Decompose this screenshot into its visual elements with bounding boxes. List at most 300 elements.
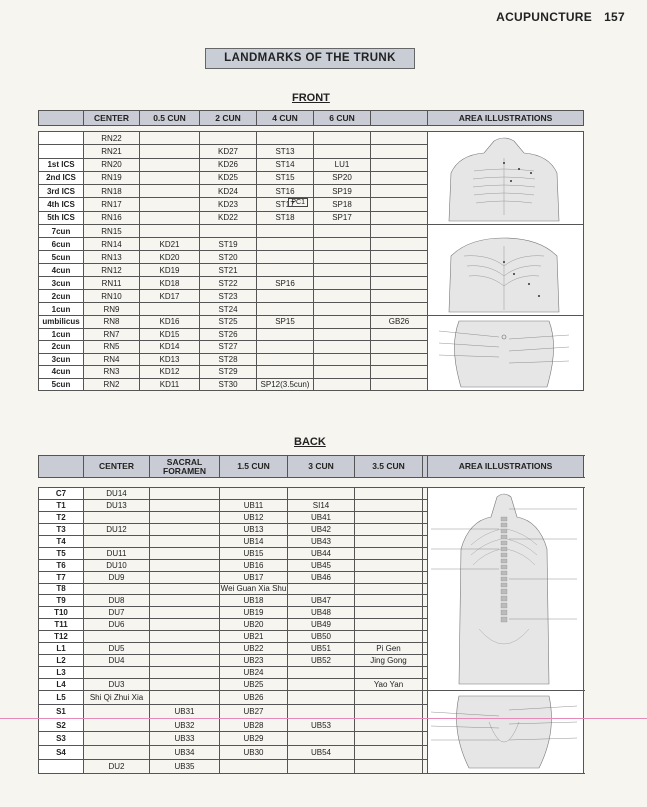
back-cell: UB54 xyxy=(288,746,355,760)
front-cell: RN15 xyxy=(84,225,140,238)
front-cell: KD17 xyxy=(140,290,200,303)
back-cell xyxy=(423,655,428,667)
back-cell xyxy=(355,511,423,523)
back-cell: Pi Gen xyxy=(355,643,423,655)
running-head-section: ACUPUNCTURE xyxy=(496,10,593,24)
back-cell xyxy=(150,667,220,679)
back-cell xyxy=(150,559,220,571)
front-cell: KD11 xyxy=(140,378,200,391)
front-cell: KD23 xyxy=(200,198,257,211)
back-cell xyxy=(423,607,428,619)
back-cell xyxy=(84,718,150,732)
front-cell xyxy=(371,145,428,158)
back-cell xyxy=(423,718,428,732)
back-cell: UB51 xyxy=(288,643,355,655)
front-cell: 1cun xyxy=(39,303,84,316)
back-cell: UB25 xyxy=(220,679,288,691)
front-cell xyxy=(371,251,428,264)
front-cell: KD14 xyxy=(140,341,200,354)
front-cell xyxy=(39,132,84,145)
front-cell xyxy=(371,132,428,145)
front-cell: RN17 xyxy=(84,198,140,211)
front-cell: SP15 xyxy=(257,316,314,329)
back-cell xyxy=(355,607,423,619)
front-cell xyxy=(257,198,314,211)
back-cell: DU11 xyxy=(84,547,150,559)
back-cell: T12 xyxy=(39,631,84,643)
front-cell xyxy=(314,303,371,316)
back-cell xyxy=(150,691,220,705)
back-cell: Yao Yan xyxy=(355,679,423,691)
back-cell xyxy=(355,718,423,732)
front-cell: ST27 xyxy=(200,341,257,354)
back-cell xyxy=(150,619,220,631)
front-cell xyxy=(140,225,200,238)
front-cell: RN4 xyxy=(84,353,140,366)
front-cell: RN22 xyxy=(84,132,140,145)
front-cell: 3cun xyxy=(39,353,84,366)
back-cell: UB12 xyxy=(220,511,288,523)
front-cell xyxy=(140,171,200,184)
back-cell: DU9 xyxy=(84,571,150,583)
front-cell: 3rd ICS xyxy=(39,185,84,198)
back-cell xyxy=(355,523,423,535)
back-cell xyxy=(423,559,428,571)
back-cell xyxy=(423,511,428,523)
back-cell xyxy=(355,559,423,571)
back-cell xyxy=(355,631,423,643)
front-cell xyxy=(371,198,428,211)
back-cell xyxy=(288,704,355,718)
back-cell: DU5 xyxy=(84,643,150,655)
front-cell: umbilicus xyxy=(39,316,84,329)
front-cell: ST24 xyxy=(200,303,257,316)
back-table-row xyxy=(39,691,584,705)
front-cell: ST13 xyxy=(257,145,314,158)
front-cell: 2cun xyxy=(39,290,84,303)
sacrum-illustration xyxy=(429,692,579,772)
front-cell: 6cun xyxy=(39,238,84,251)
front-cell: SP16 xyxy=(257,277,314,290)
front-cell xyxy=(257,132,314,145)
front-cell: ST18 xyxy=(257,211,314,224)
front-column-header: 4 CUN xyxy=(257,111,314,126)
front-cell: ST26 xyxy=(200,328,257,341)
back-cell: S3 xyxy=(39,732,84,746)
front-cell xyxy=(371,277,428,290)
front-cell: RN5 xyxy=(84,341,140,354)
back-cell xyxy=(423,760,428,774)
back-cell: UB42 xyxy=(288,523,355,535)
front-header-row xyxy=(39,111,584,126)
back-cell: T8 xyxy=(39,583,84,595)
front-cell: RN9 xyxy=(84,303,140,316)
back-column-header: 1.5 CUN xyxy=(220,456,288,478)
front-cell xyxy=(140,211,200,224)
chest-illustration xyxy=(429,133,579,223)
front-cell xyxy=(371,353,428,366)
back-cell: UB33 xyxy=(150,732,220,746)
back-cell xyxy=(423,643,428,655)
front-cell xyxy=(314,145,371,158)
back-cell xyxy=(423,679,428,691)
front-cell: RN13 xyxy=(84,251,140,264)
back-cell: Wei Guan Xia Shu xyxy=(220,584,287,594)
back-cell: DU14 xyxy=(84,488,150,500)
front-cell xyxy=(371,328,428,341)
front-cell: SP19 xyxy=(314,185,371,198)
front-cell: ST20 xyxy=(200,251,257,264)
front-cell: ST29 xyxy=(200,366,257,379)
front-cell: ST14 xyxy=(257,158,314,171)
back-cell: Jing Gong xyxy=(355,655,423,667)
front-cell xyxy=(371,211,428,224)
front-cell: KD18 xyxy=(140,277,200,290)
front-column-header: 2 CUN xyxy=(200,111,257,126)
front-cell: KD16 xyxy=(140,316,200,329)
back-cell: UB34 xyxy=(150,746,220,760)
front-cell: ST16 xyxy=(257,185,314,198)
front-cell: RN10 xyxy=(84,290,140,303)
back-cell: C7 xyxy=(39,488,84,500)
abdomen-lower-illustration xyxy=(429,317,579,389)
back-cell: T5 xyxy=(39,547,84,559)
back-cell xyxy=(423,746,428,760)
front-cell xyxy=(314,341,371,354)
back-cell xyxy=(150,535,220,547)
back-cell xyxy=(355,488,423,500)
front-cell xyxy=(314,316,371,329)
back-cell xyxy=(355,732,423,746)
front-cell xyxy=(314,366,371,379)
back-cell: T11 xyxy=(39,619,84,631)
back-table-row xyxy=(39,488,584,500)
back-cell: UB21 xyxy=(220,631,288,643)
front-illustration-cell xyxy=(428,132,584,225)
front-cell: 4cun xyxy=(39,264,84,277)
front-cell: GB26 xyxy=(371,316,428,329)
back-cell: UB27 xyxy=(220,704,288,718)
back-cell: L5 xyxy=(39,691,84,705)
back-cell: S1 xyxy=(39,704,84,718)
back-cell xyxy=(84,511,150,523)
back-cell: UB52 xyxy=(288,655,355,667)
front-cell xyxy=(314,225,371,238)
front-cell: LU1 xyxy=(314,158,371,171)
back-cell: DU13 xyxy=(84,499,150,511)
back-cell: UB17 xyxy=(220,571,288,583)
front-cell: RN11 xyxy=(84,277,140,290)
front-cell xyxy=(257,225,314,238)
back-cell: UB50 xyxy=(288,631,355,643)
front-illustration-cell xyxy=(428,316,584,391)
back-cell: UB31 xyxy=(150,704,220,718)
back-cell xyxy=(355,760,423,774)
front-cell xyxy=(371,225,428,238)
back-cell: UB35 xyxy=(150,760,220,774)
front-cell xyxy=(257,264,314,277)
front-cell: KD27 xyxy=(200,145,257,158)
back-cell: T10 xyxy=(39,607,84,619)
spacer-cell xyxy=(288,478,355,488)
front-cell: 5cun xyxy=(39,251,84,264)
back-cell xyxy=(423,631,428,643)
front-column-header: CENTER xyxy=(84,111,140,126)
front-cell: SP20 xyxy=(314,171,371,184)
front-cell xyxy=(140,185,200,198)
back-cell xyxy=(150,488,220,500)
back-cell: UB26 xyxy=(220,691,288,705)
back-cell: UB49 xyxy=(288,619,355,631)
front-cell xyxy=(371,341,428,354)
front-cell xyxy=(140,198,200,211)
back-cell: L2 xyxy=(39,655,84,667)
back-cell: UB47 xyxy=(288,595,355,607)
front-cell xyxy=(257,251,314,264)
front-cell xyxy=(200,132,257,145)
back-cell: UB15 xyxy=(220,547,288,559)
front-column-header: 6 CUN xyxy=(314,111,371,126)
front-cell: SP12(3.5cun) xyxy=(257,378,314,391)
back-cell xyxy=(423,667,428,679)
back-cell: UB19 xyxy=(220,607,288,619)
front-cell: KD26 xyxy=(200,158,257,171)
back-cell xyxy=(150,583,220,595)
back-cell xyxy=(355,595,423,607)
back-cell: DU8 xyxy=(84,595,150,607)
back-cell: T4 xyxy=(39,535,84,547)
back-header-row xyxy=(39,456,584,478)
back-cell: UB44 xyxy=(288,547,355,559)
front-cell xyxy=(314,290,371,303)
front-table xyxy=(38,110,584,391)
page-title: LANDMARKS OF THE TRUNK xyxy=(205,48,415,69)
back-cell: L1 xyxy=(39,643,84,655)
pc1-box: PC1 xyxy=(288,198,308,207)
back-table xyxy=(38,455,584,774)
front-cell: KD24 xyxy=(200,185,257,198)
back-cell: UB20 xyxy=(220,619,288,631)
front-cell: ST19 xyxy=(200,238,257,251)
front-cell: 4th ICS xyxy=(39,198,84,211)
back-column-header: SACRAL FORAMEN xyxy=(150,456,220,478)
spacer-cell xyxy=(355,478,423,488)
back-cell: UB41 xyxy=(288,511,355,523)
back-cell: DU6 xyxy=(84,619,150,631)
front-cell: KD15 xyxy=(140,328,200,341)
front-cell xyxy=(314,353,371,366)
front-cell xyxy=(371,290,428,303)
back-cell: UB13 xyxy=(220,523,288,535)
front-cell: RN21 xyxy=(84,145,140,158)
back-cell xyxy=(423,523,428,535)
back-cell xyxy=(288,667,355,679)
front-cell: RN8 xyxy=(84,316,140,329)
back-cell xyxy=(39,760,84,774)
back-cell xyxy=(423,583,428,595)
back-cell: UB14 xyxy=(220,535,288,547)
back-cell: DU12 xyxy=(84,523,150,535)
front-cell: ST30 xyxy=(200,378,257,391)
front-cell xyxy=(257,341,314,354)
back-column-header: AREA ILLUSTRATIONS xyxy=(428,456,584,478)
back-cell: SI14 xyxy=(288,499,355,511)
front-table-row xyxy=(39,225,584,238)
front-cell xyxy=(257,290,314,303)
front-cell xyxy=(371,171,428,184)
front-cell xyxy=(257,303,314,316)
front-cell: ST28 xyxy=(200,353,257,366)
back-cell: UB18 xyxy=(220,595,288,607)
back-cell xyxy=(423,619,428,631)
back-cell: UB16 xyxy=(220,559,288,571)
back-cell xyxy=(355,667,423,679)
back-cell xyxy=(150,547,220,559)
back-cell: Shi Qi Zhui Xia xyxy=(84,691,150,705)
back-cell: T3 xyxy=(39,523,84,535)
front-cell: RN14 xyxy=(84,238,140,251)
front-cell xyxy=(140,132,200,145)
back-cell: UB24 xyxy=(220,667,288,679)
back-cell: T9 xyxy=(39,595,84,607)
back-cell xyxy=(288,691,355,705)
back-cell xyxy=(150,655,220,667)
front-cell xyxy=(371,366,428,379)
back-cell xyxy=(355,704,423,718)
front-cell xyxy=(140,145,200,158)
spacer-cell xyxy=(428,478,584,488)
back-cell xyxy=(84,704,150,718)
front-cell xyxy=(371,185,428,198)
back-cell: UB23 xyxy=(220,655,288,667)
front-cell: KD25 xyxy=(200,171,257,184)
back-cell xyxy=(220,488,288,500)
front-cell: 4cun xyxy=(39,366,84,379)
back-cell: DU7 xyxy=(84,607,150,619)
front-cell xyxy=(314,378,371,391)
front-illustration-cell xyxy=(428,225,584,316)
back-cell xyxy=(355,746,423,760)
front-column-header xyxy=(371,111,428,126)
front-cell: KD20 xyxy=(140,251,200,264)
back-illustration-cell xyxy=(428,488,584,691)
front-cell xyxy=(257,238,314,251)
front-cell: 7cun xyxy=(39,225,84,238)
front-cell: RN18 xyxy=(84,185,140,198)
back-cell: S2 xyxy=(39,718,84,732)
front-cell: KD13 xyxy=(140,353,200,366)
front-cell xyxy=(314,238,371,251)
back-cell: DU10 xyxy=(84,559,150,571)
back-heading: BACK xyxy=(294,436,326,448)
front-heading: FRONT xyxy=(292,92,330,104)
back-cell xyxy=(288,679,355,691)
back-cell: DU2 xyxy=(84,760,150,774)
back-corner-cell xyxy=(39,456,84,478)
spacer-cell xyxy=(220,478,288,488)
back-column-header: 3.5 CUN xyxy=(355,456,423,478)
back-cell xyxy=(288,488,355,500)
back-cell: T7 xyxy=(39,571,84,583)
front-cell: 2nd ICS xyxy=(39,171,84,184)
back-cell xyxy=(423,595,428,607)
back-cell xyxy=(150,523,220,535)
back-cell: UB48 xyxy=(288,607,355,619)
back-cell xyxy=(423,732,428,746)
back-cell xyxy=(84,746,150,760)
front-cell: ST15 xyxy=(257,171,314,184)
front-cell: 2cun xyxy=(39,341,84,354)
back-cell xyxy=(355,547,423,559)
front-cell: RN3 xyxy=(84,366,140,379)
front-cell: 1st ICS xyxy=(39,158,84,171)
front-cell: ST23 xyxy=(200,290,257,303)
front-cell xyxy=(200,225,257,238)
front-cell xyxy=(257,353,314,366)
back-cell xyxy=(150,643,220,655)
front-cell xyxy=(257,328,314,341)
front-cell xyxy=(371,238,428,251)
front-cell: ST21 xyxy=(200,264,257,277)
front-cell-value: ST17 xyxy=(275,200,295,210)
back-cell: T2 xyxy=(39,511,84,523)
back-cell: UB29 xyxy=(220,732,288,746)
front-cell: RN16 xyxy=(84,211,140,224)
back-cell: T6 xyxy=(39,559,84,571)
back-cell xyxy=(288,583,355,595)
back-cell: UB30 xyxy=(220,746,288,760)
back-cell: UB53 xyxy=(288,718,355,732)
front-cell: KD22 xyxy=(200,211,257,224)
back-cell xyxy=(355,619,423,631)
back-cell xyxy=(423,535,428,547)
back-cell: UB22 xyxy=(220,643,288,655)
front-cell: ST25 xyxy=(200,316,257,329)
back-cell: DU3 xyxy=(84,679,150,691)
back-illustration-cell xyxy=(428,691,584,774)
back-cell: S4 xyxy=(39,746,84,760)
front-cell: ST22 xyxy=(200,277,257,290)
back-cell xyxy=(84,667,150,679)
front-cell: 3cun xyxy=(39,277,84,290)
front-cell: 5th ICS xyxy=(39,211,84,224)
front-cell xyxy=(314,132,371,145)
front-table-row xyxy=(39,316,584,329)
back-cell: DU4 xyxy=(84,655,150,667)
front-cell: KD21 xyxy=(140,238,200,251)
back-cell xyxy=(150,679,220,691)
front-cell xyxy=(371,303,428,316)
back-cell xyxy=(220,760,288,774)
back-cell xyxy=(84,631,150,643)
front-cell xyxy=(39,145,84,158)
back-cell xyxy=(288,732,355,746)
front-cell: RN2 xyxy=(84,378,140,391)
front-column-header: 0.5 CUN xyxy=(140,111,200,126)
back-cell xyxy=(423,704,428,718)
spacer-cell xyxy=(84,478,150,488)
back-cell xyxy=(423,499,428,511)
front-cell: 5cun xyxy=(39,378,84,391)
back-cell xyxy=(355,691,423,705)
back-cell: UB11 xyxy=(220,499,288,511)
front-cell: SP17 xyxy=(314,211,371,224)
front-column-header: AREA ILLUSTRATIONS xyxy=(428,111,584,126)
front-cell xyxy=(371,378,428,391)
back-cell xyxy=(84,535,150,547)
back-cell xyxy=(423,571,428,583)
back-cell: UB45 xyxy=(288,559,355,571)
